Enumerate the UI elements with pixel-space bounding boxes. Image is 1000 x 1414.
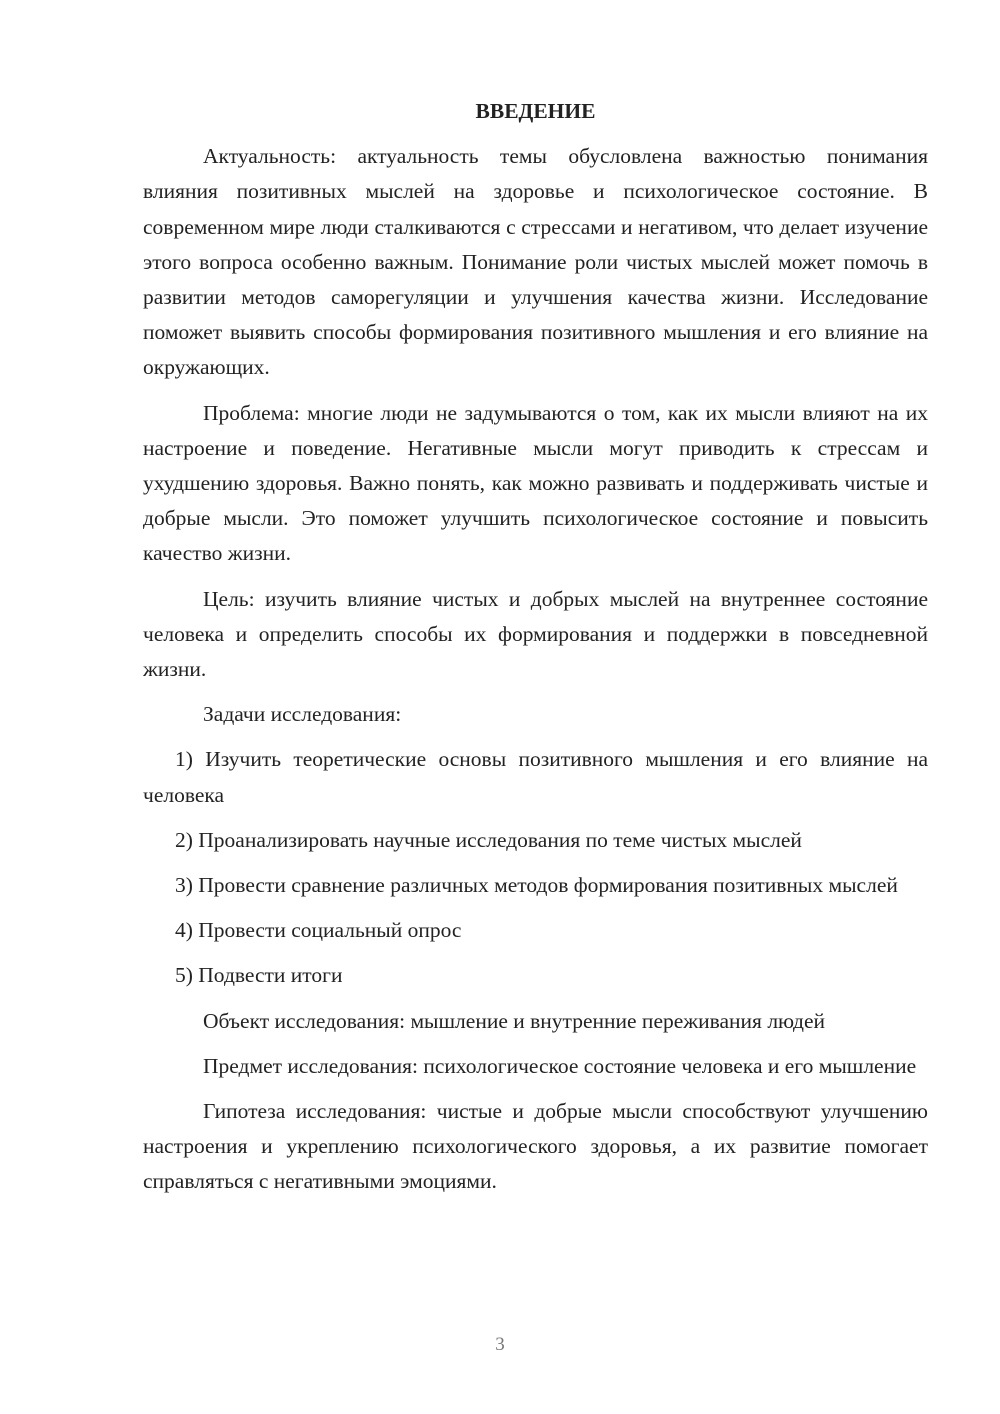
task-item-3: 3) Провести сравнение различных методов формирования позитивных мыслей <box>175 873 898 898</box>
problem-paragraph: Проблема: многие люди не задумываются о том, как их мысли влияют на их настроение и поведение. Негативные мысли могут приводить к стрессам и ухудшению здоровья. Важно понять, как можно развивать и поддерживать чистые и добрые мысли. Это поможет улучшить психологическое состояние и повысить качество жизни. <box>143 400 928 566</box>
task-item-1: 1) Изучить теоретические основы позитивного мышления и его влияние на человека <box>143 747 928 807</box>
task-item-4: 4) Провести социальный опрос <box>175 918 462 943</box>
page-number: 3 <box>495 1334 505 1355</box>
document-page <box>143 94 928 1210</box>
object-paragraph: Объект исследования: мышление и внутренние переживания людей <box>203 1008 826 1033</box>
task-item-2: 2) Проанализировать научные исследования по теме чистых мыслей <box>175 827 802 852</box>
goal-paragraph: Цель: изучить влияние чистых и добрых мыслей на внутреннее состояние человека и определить способы их формирования и поддержки в повседневной жизни. <box>143 586 928 682</box>
tasks-heading: Задачи исследования: <box>203 702 402 727</box>
hypothesis-paragraph: Гипотеза исследования: чистые и добрые мысли способствуют улучшению настроения и укреплению психологического здоровья, а их развитие помогает справляться с негативными эмоциями. <box>143 1099 928 1194</box>
page-title: ВВЕДЕНИЕ <box>475 99 596 123</box>
subject-paragraph: Предмет исследования: психологическое состояние человека и его мышление <box>203 1053 917 1078</box>
task-item-5: 5) Подвести итоги <box>175 963 343 988</box>
relevance-paragraph: Актуальность: актуальность темы обусловлена важностью понимания влияния позитивных мыслей на здоровье и психологическое состояние. В современном мире люди сталкиваются с стрессами и негативом, что делает изучение этого вопроса особенно важным. Понимание роли чистых мыслей может помочь в развитии методов саморегуляции и улучшения качества жизни. Исследование поможет выявить способы формирования позитивного мышления и его влияние на окружающих. <box>143 144 928 380</box>
